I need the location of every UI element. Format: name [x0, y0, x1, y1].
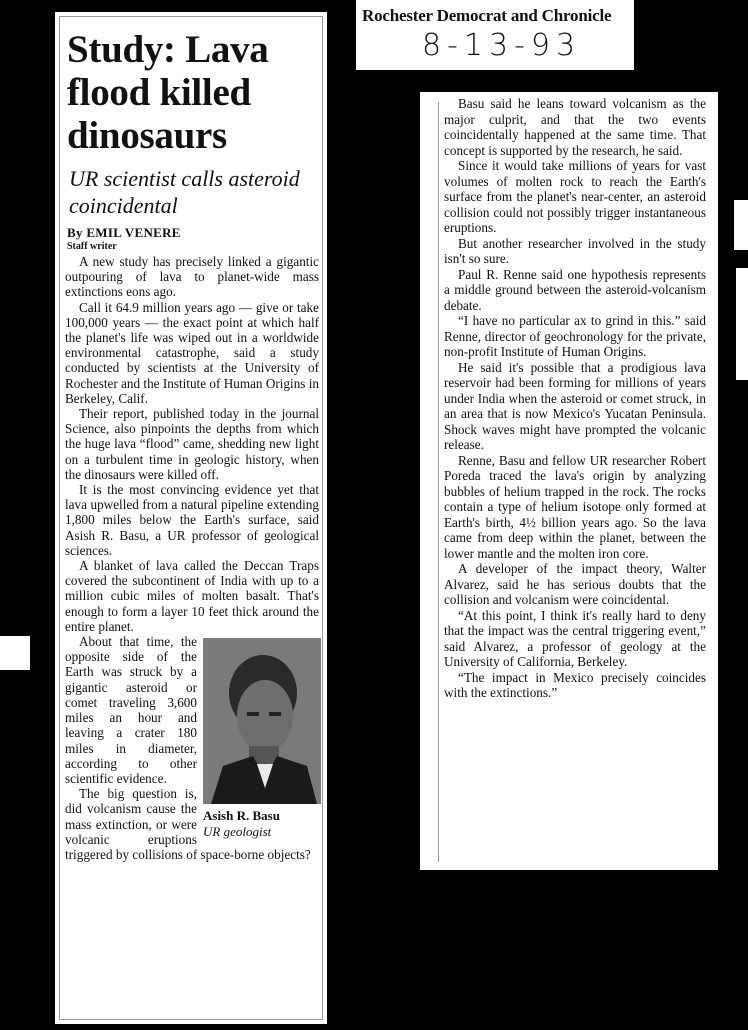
- caption-name: Asish R. Basu: [203, 808, 280, 824]
- handwritten-date: 8-13-93: [422, 28, 582, 63]
- paragraph: He said it's possible that a prodigious lava reservoir had been forming for millions of years under India when the asteroid or comet struck, in an area that is now Mexico's Yucatan Peninsula. Shock waves might have prompted the volcanic release.: [444, 359, 706, 452]
- paragraph: “At this point, I think it's really hard to deny that the impact was the central triggering event,” said Alvarez, a professor of geology at the University of California, Berkeley.: [444, 607, 706, 669]
- paragraph: Renne, Basu and fellow UR researcher Robert Poreda traced the lava's origin by analyzing bubbles of helium trapped in the rock. The rocks contain a type of helium isotope only formed at Earth's birth, 4½ billion years ago. So the lava came from deep within the planet, between the lower mantle and the molten iron core.: [444, 452, 706, 561]
- paragraph: A developer of the impact theory, Walter Alvarez, said he has serious doubts that the collision and volcanism were coincidental.: [444, 561, 706, 607]
- paragraph: A blanket of lava called the Deccan Traps covered the subcontinent of India with up to a million cubic miles of molten basalt. That's enough to form a layer 10 feet thick around the entire planet.: [65, 558, 319, 634]
- paragraph: Call it 64.9 million years ago — give or take 100,000 years — the exact point at which half the planet's life was wiped out in a worldwide environmental catastrophe, said a study conducted by scientists at the University of Rochester and the Institute of Human Origins in Berkeley, Calif.: [65, 299, 319, 406]
- scan-fragment-right: [736, 268, 748, 380]
- deck: UR scientist calls asteroid coincidental: [69, 166, 300, 218]
- caption-title: UR geologist: [203, 824, 272, 840]
- paragraph: A new study has precisely linked a gigantic outpouring of lava to planet-wide mass extinctions eons ago.: [65, 254, 319, 300]
- portrait-illustration: [203, 638, 321, 804]
- photo-wrap-area: [65, 634, 319, 862]
- paragraph: The big question is, did volcanism cause the mass extinction, or were volcanic eruptions triggered by collisions of space-borne objects?: [65, 786, 311, 862]
- photo-caption: [203, 808, 321, 840]
- paragraph: It is the most convincing evidence yet that lava upwelled from a natural pipeline extending 1,800 miles below the Earth's surface, said Asish R. Basu, a UR professor of geological sciences.: [65, 482, 319, 558]
- paragraph: “I have no particular ax to grind in this.” said Renne, director of geochronology for the private, non-profit Institute of Human Origins.: [444, 313, 706, 359]
- byline-role: Staff writer: [67, 241, 117, 252]
- scan-fragment-right-top: [734, 200, 748, 250]
- paragraph: But another researcher involved in the study isn't so sure.: [444, 235, 706, 266]
- paragraph: Their report, published today in the journal Science, also pinpoints the depths from which the huge lava “flood” came, shedding new light on a turbulent time in geologic history, when the dinosaurs were killed off.: [65, 406, 319, 482]
- article-body-left: [65, 254, 319, 862]
- article-body-right: [444, 96, 706, 701]
- article-right-column: [420, 92, 718, 870]
- article-left-column: [55, 12, 327, 1024]
- paragraph: Since it would take millions of years for vast volumes of molten rock to reach the Earth's surface from the planet's near-center, an asteroid collision could not possibly trigger instantaneous eruptions.: [444, 158, 706, 235]
- portrait-photo: [203, 638, 321, 804]
- byline: By EMIL VENERE: [67, 225, 181, 240]
- publication-name: Rochester Democrat and Chronicle: [362, 6, 612, 25]
- masthead-clipping: [356, 0, 634, 70]
- paragraph: Basu said he leans toward volcanism as the major culprit, and that the two events coincidentally happened at the same time. That concept is supported by the research, he said.: [444, 96, 706, 158]
- headline: Study: Lava flood killed dinosaurs: [67, 28, 269, 157]
- scan-fragment-left: [0, 636, 30, 670]
- paragraph: “The impact in Mexico precisely coincides with the extinctions.”: [444, 669, 706, 700]
- paragraph: About that time, the opposite side of the Earth was struck by a gigantic asteroid or comet traveling 3,600 miles an hour and leaving a crater 180 miles in diameter, according to other scientific evidence.: [65, 634, 197, 786]
- paragraph: Paul R. Renne said one hypothesis represents a middle ground between the asteroid-volcanism debate.: [444, 266, 706, 313]
